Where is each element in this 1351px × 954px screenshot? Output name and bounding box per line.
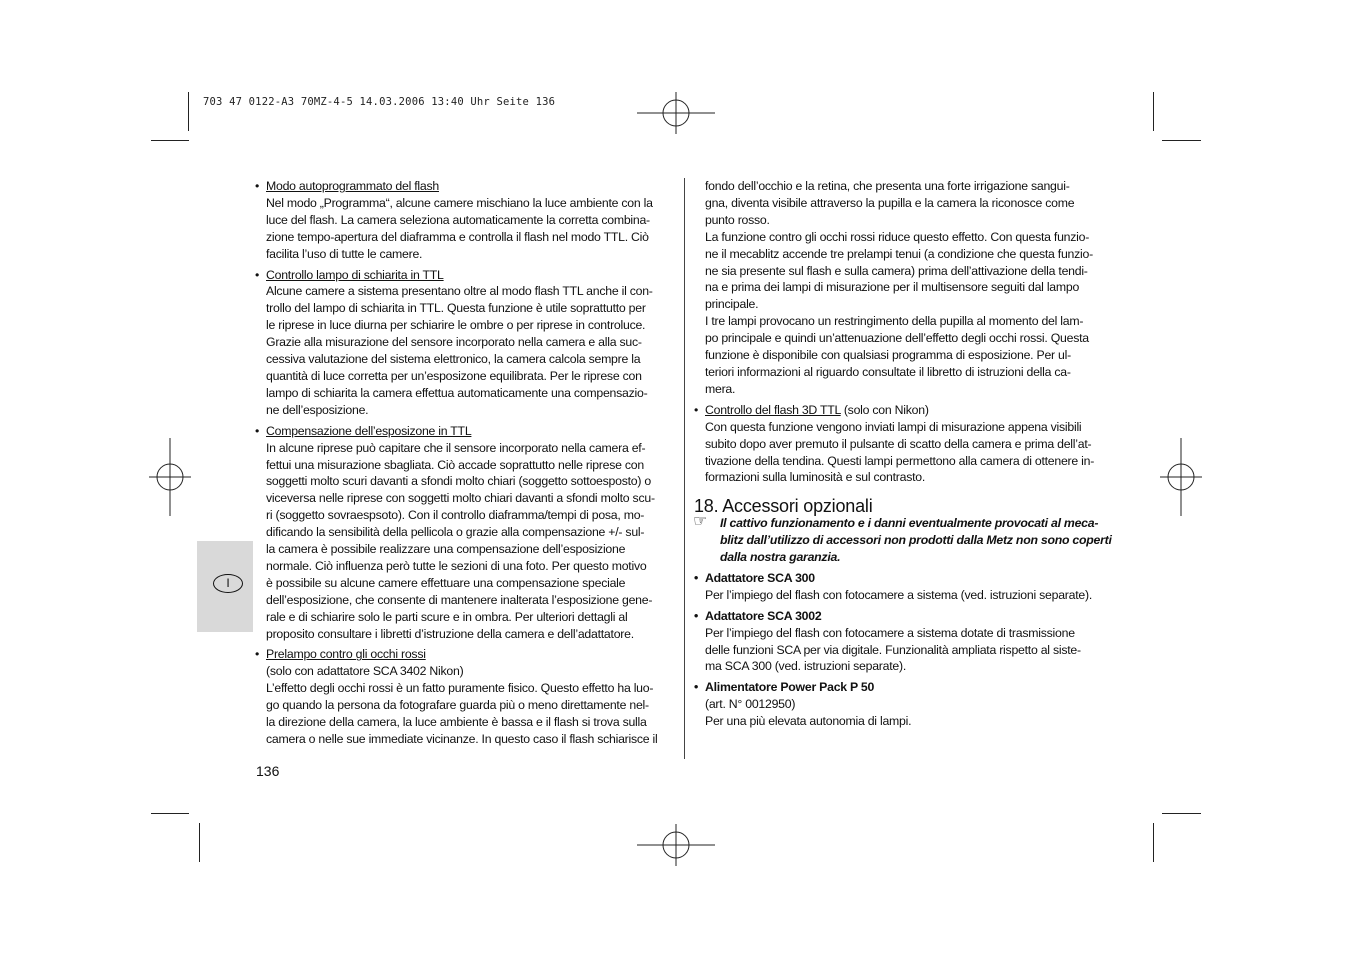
text-line: punto rosso.	[705, 212, 770, 227]
list-item: • Compensazione dell’esposizone in TTL In alcune riprese può capitare che il sensore incorporato nella camera ef- fettui una misurazione sbagliata. Ciò accade soprattutto nelle riprese con soggetti molto scuri davanti a sfondi molto chiari (soggetto sottoesposto) o viceversa nelle riprese con soggetti molto chiari davanti a sfondi molto scu- ri (soggetto sovraespsoto). Con il controllo diaframma/tempi di posa, mo- dificando la sensibilità della pellicola o grazie alla compensazione +/- sul- la camera è possibile realizzare una compensazione dell’esposizione normale. Ciò influenza però tutte le sezioni di una foto. Per questo motivo è possibile su alcune camere effettuare una compensazione speciale dell’esposizione, che consente di mantenere inalterata l’esposizione gene- rale e di schiarire solo le parti scure e in ombra. Per ulteriori dettagli al proposito consultare i libretti d’istruzione della camera e dell’adattatore.	[255, 423, 680, 643]
text-line: (art. N° 0012950)	[705, 697, 796, 712]
text-line: La funzione contro gli occhi rossi riduce questo effetto. Con questa funzio-	[705, 229, 1090, 244]
text-line: subito dopo aver premuto il pulsante di scatto della camera e prima dell’at-	[705, 436, 1092, 451]
text-line: L’effetto degli occhi rossi è un fatto puramente fisico. Questo effetto ha luo-	[266, 681, 654, 696]
text-line: Il cattivo funzionamento e i danni eventualmente provocati al meca-	[720, 516, 1099, 531]
language-tab	[197, 541, 253, 632]
page-number: 136	[256, 763, 280, 779]
text-line: gna, diventa visibile attraverso la pupilla e la camera la riconosce come	[705, 195, 1075, 210]
list-item: • Alimentatore Power Pack P 50 (art. N° 0012950) Per una più elevata autonomia di lampi.	[694, 679, 1134, 730]
text-line: la direzione della camera, la luce ambiente è bassa e il flash si trova sulla	[266, 715, 647, 730]
item-title: Prelampo contro gli occhi rossi	[266, 647, 426, 662]
item-title: Controllo del flash 3D TTL (solo con Nikon)	[705, 402, 929, 417]
registration-mark-icon	[131, 438, 209, 516]
text-line: po principale e quindi un’attenuazione dell’effetto degli occhi rossi. Questa	[705, 331, 1089, 346]
registration-mark-icon	[637, 74, 715, 152]
text-line: funzione è disponibile con qualsiasi programma di esposizione. Per ul-	[705, 348, 1071, 363]
text-line: lampo di schiarita la camera effettua automaticamente una compensazio-	[266, 385, 648, 400]
text-line: na e prima dei lampi di misurazione per il multisensore seguiti dal lampo	[705, 280, 1080, 295]
list-item: • Controllo lampo di schiarita in TTL Alcune camere a sistema presentano oltre al modo flash TTL anche il con- trollo del lampo di schiarita in TTL. Questa funzione è utile soprattutto per le riprese in luce diurna per schiarire le ombre o per riprese in controluce. Grazie alla misurazione del sensore incorporato nella camera e alla suc- cessiva valutazione del sistema elettronico, la camera calcola sempre la quantità di luce corretta per un’esposizone equilibrata. Per le riprese con lampo di schiarita la camera effettua automaticamente una compensazio- ne dell’esposizione.	[255, 267, 680, 419]
text-line: cessiva valutazione del sistema elettronico, la camera calcola sempre la	[266, 352, 641, 367]
list-item-continued	[694, 178, 1134, 398]
text-line: formazioni sulla luminosità e sul contrasto.	[705, 470, 926, 485]
text-line: ne il mecablitz accende tre prelampi tenui (a condizione che questa funzio-	[705, 246, 1093, 261]
warranty-note	[694, 515, 1134, 566]
list-item: • Controllo del flash 3D TTL (solo con Nikon) Con questa funzione vengono inviati lampi di misurazione appena visibili subito dopo aver premuto il pulsante di scatto della camera e prima dell’at- tivazione della tendina. Questi lampi permettono alla camera di ottenere in- formazioni sulla luminosità e sul contrasto.	[694, 402, 1134, 487]
text-line: mera.	[705, 381, 736, 396]
text-line: Per una più elevata autonomia di lampi.	[705, 714, 912, 729]
text-line: la camera è possibile realizzare una compensazione dell’esposizione	[266, 542, 626, 557]
text-line: zione tempo-apertura del diaframma e controlla il flash nel modo TTL. Ciò	[266, 229, 649, 244]
item-title: Controllo lampo di schiarita in TTL	[266, 267, 444, 282]
left-column	[255, 178, 680, 748]
language-badge: I	[213, 574, 243, 593]
text-line: camera o nelle sue immediate vicinanze. In questo caso il flash schiarisce il	[266, 732, 658, 746]
crop-mark	[199, 823, 200, 862]
text-line: blitz dall’utilizzo di accessori non prodotti dalla Metz non sono coperti	[720, 533, 1112, 548]
list-item: • Adattatore SCA 300 Per l’impiego del flash con fotocamere a sistema (ved. istruzioni separate).	[694, 570, 1134, 604]
text-line: dificando la sensibilità della pellicola o grazie alla compensazione +/- sul-	[266, 525, 645, 540]
text-line: trollo del lampo di schiarita in TTL. Questa funzione è utile soprattutto per	[266, 301, 646, 316]
section-title: 18. Accessori opzionali	[694, 496, 873, 517]
crop-mark	[188, 92, 189, 131]
text-line: In alcune riprese può capitare che il sensore incorporato nella camera ef-	[266, 440, 646, 455]
registration-mark-icon	[637, 806, 715, 884]
crop-mark	[151, 140, 189, 141]
text-line: Nel modo „Programma“, alcune camere mischiano la luce ambiente con la	[266, 195, 653, 210]
text-line: (solo con adattatore SCA 3402 Nikon)	[266, 664, 464, 679]
crop-mark	[1153, 92, 1154, 131]
text-line: Alcune camere a sistema presentano oltre al modo flash TTL anche il con-	[266, 284, 653, 299]
pointing-hand-icon: ☞	[693, 513, 708, 531]
text-line: proposito consultare i libretti d’istruzione della camera e dell’adattatore.	[266, 626, 634, 641]
crop-mark	[151, 813, 189, 814]
item-title: Compensazione dell’esposizone in TTL	[266, 423, 472, 438]
text-line: ne dell’esposizione.	[266, 402, 369, 417]
text-line: dalla nostra garanzia.	[720, 550, 841, 565]
list-item: • Modo autoprogrammato del flash Nel modo „Programma“, alcune camere mischiano la luce ambiente con la luce del flash. La camera seleziona automaticamente la corretta combina- zione tempo-apertura del diaframma e controlla il flash nel modo TTL. Ciò facilita l’uso di tutte le camere.	[255, 178, 680, 263]
text-line: ri (soggetto sovraespsoto). Con il controllo diaframma/tempi di posa, mo-	[266, 508, 645, 523]
text-line: soggetti molto scuri davanti a sfondi molto chiari (soggetto sottoesposto) o	[266, 474, 651, 489]
text-line: Con questa funzione vengono inviati lampi di misurazione appena visibili	[705, 419, 1082, 434]
text-line: facilita l’uso di tutte le camere.	[266, 246, 423, 261]
text-line: normale. Ciò influenza però tutte le sezioni di una foto. Per questo motivo	[266, 558, 647, 573]
crop-mark	[1162, 813, 1201, 814]
text-line: viceversa nelle riprese con soggetti molto chiari davanti a sfondi molto scu-	[266, 491, 655, 506]
text-line: principale.	[705, 297, 759, 312]
text-line: ma SCA 300 (ved. istruzioni separate).	[705, 659, 907, 674]
crop-mark	[1162, 140, 1201, 141]
text-line: tivazione della tendina. Questi lampi permettono alla camera di ottenere in-	[705, 453, 1095, 468]
registration-mark-icon	[1142, 438, 1220, 516]
text-line: fettui una misurazione sbagliata. Ciò accade soprattutto nelle riprese con	[266, 457, 644, 472]
list-item: • Adattatore SCA 3002 Per l’impiego del flash con fotocamere a sistema dotate di trasmissione delle funzioni SCA per via digitale. Funzionalità ampliata rispetto al siste- ma SCA 300 (ved. istruzioni separate).	[694, 608, 1134, 676]
text-line: delle funzioni SCA per via digitale. Funzionalità ampliata rispetto al siste-	[705, 642, 1081, 657]
item-title: Adattatore SCA 300	[705, 570, 815, 585]
text-line: I tre lampi provocano un restringimento della pupilla al momento del lam-	[705, 314, 1084, 329]
text-line: Per l’impiego del flash con fotocamere a sistema (ved. istruzioni separate).	[705, 587, 1092, 602]
item-title: Adattatore SCA 3002	[705, 608, 822, 623]
text-line: dell’esposizione, che consente di mantenere inalterata l’esposizione gene-	[266, 592, 653, 607]
text-line: Grazie alla misurazione del sensore incorporato nella camera e alla suc-	[266, 335, 642, 350]
text-line: quantità di luce corretta per un’esposizone equilibrata. Per le riprese con	[266, 368, 642, 383]
text-line: go quando la persona da fotografare guarda più o meno direttamente nel-	[266, 698, 649, 713]
print-header: 703 47 0122-A3 70MZ-4-5 14.03.2006 13:40 Uhr Seite 136	[203, 96, 556, 108]
item-title: Modo autoprogrammato del flash	[266, 179, 439, 193]
item-title: Alimentatore Power Pack P 50	[705, 680, 875, 695]
text-line: luce del flash. La camera seleziona automaticamente la corretta combina-	[266, 212, 650, 227]
text-line: le riprese in luce diurna per schiarire le ombre o per riprese in controluce.	[266, 318, 646, 333]
text-line: ne sia presente sul flash e sulla camera) prima dell’attivazione della tendi-	[705, 263, 1088, 278]
text-line: Per l’impiego del flash con fotocamere a sistema dotate di trasmissione	[705, 625, 1075, 640]
column-divider	[684, 178, 685, 759]
list-item: • Prelampo contro gli occhi rossi (solo con adattatore SCA 3402 Nikon) L’effetto degli occhi rossi è un fatto puramente fisico. Questo effetto ha luo- go quando la persona da fotografare guarda più o meno direttamente nel- la direzione della camera, la luce ambiente è bassa e il flash si trova sulla camera o nelle sue immediate vicinanze. In questo caso il flash schiarisce il	[255, 646, 680, 747]
text-line: fondo dell’occhio e la retina, che presenta una forte irrigazione sangui-	[705, 179, 1070, 193]
crop-mark	[1153, 823, 1154, 862]
text-line: è possibile su alcune camere effettuare una compensazione speciale	[266, 575, 626, 590]
right-column	[694, 178, 1134, 730]
text-line: rale e di schiarire solo le parti scure e in ombra. Per ulteriori dettagli al	[266, 609, 628, 624]
text-line: teriori informazioni al riguardo consultate il libretto di istruzioni della ca-	[705, 364, 1071, 379]
